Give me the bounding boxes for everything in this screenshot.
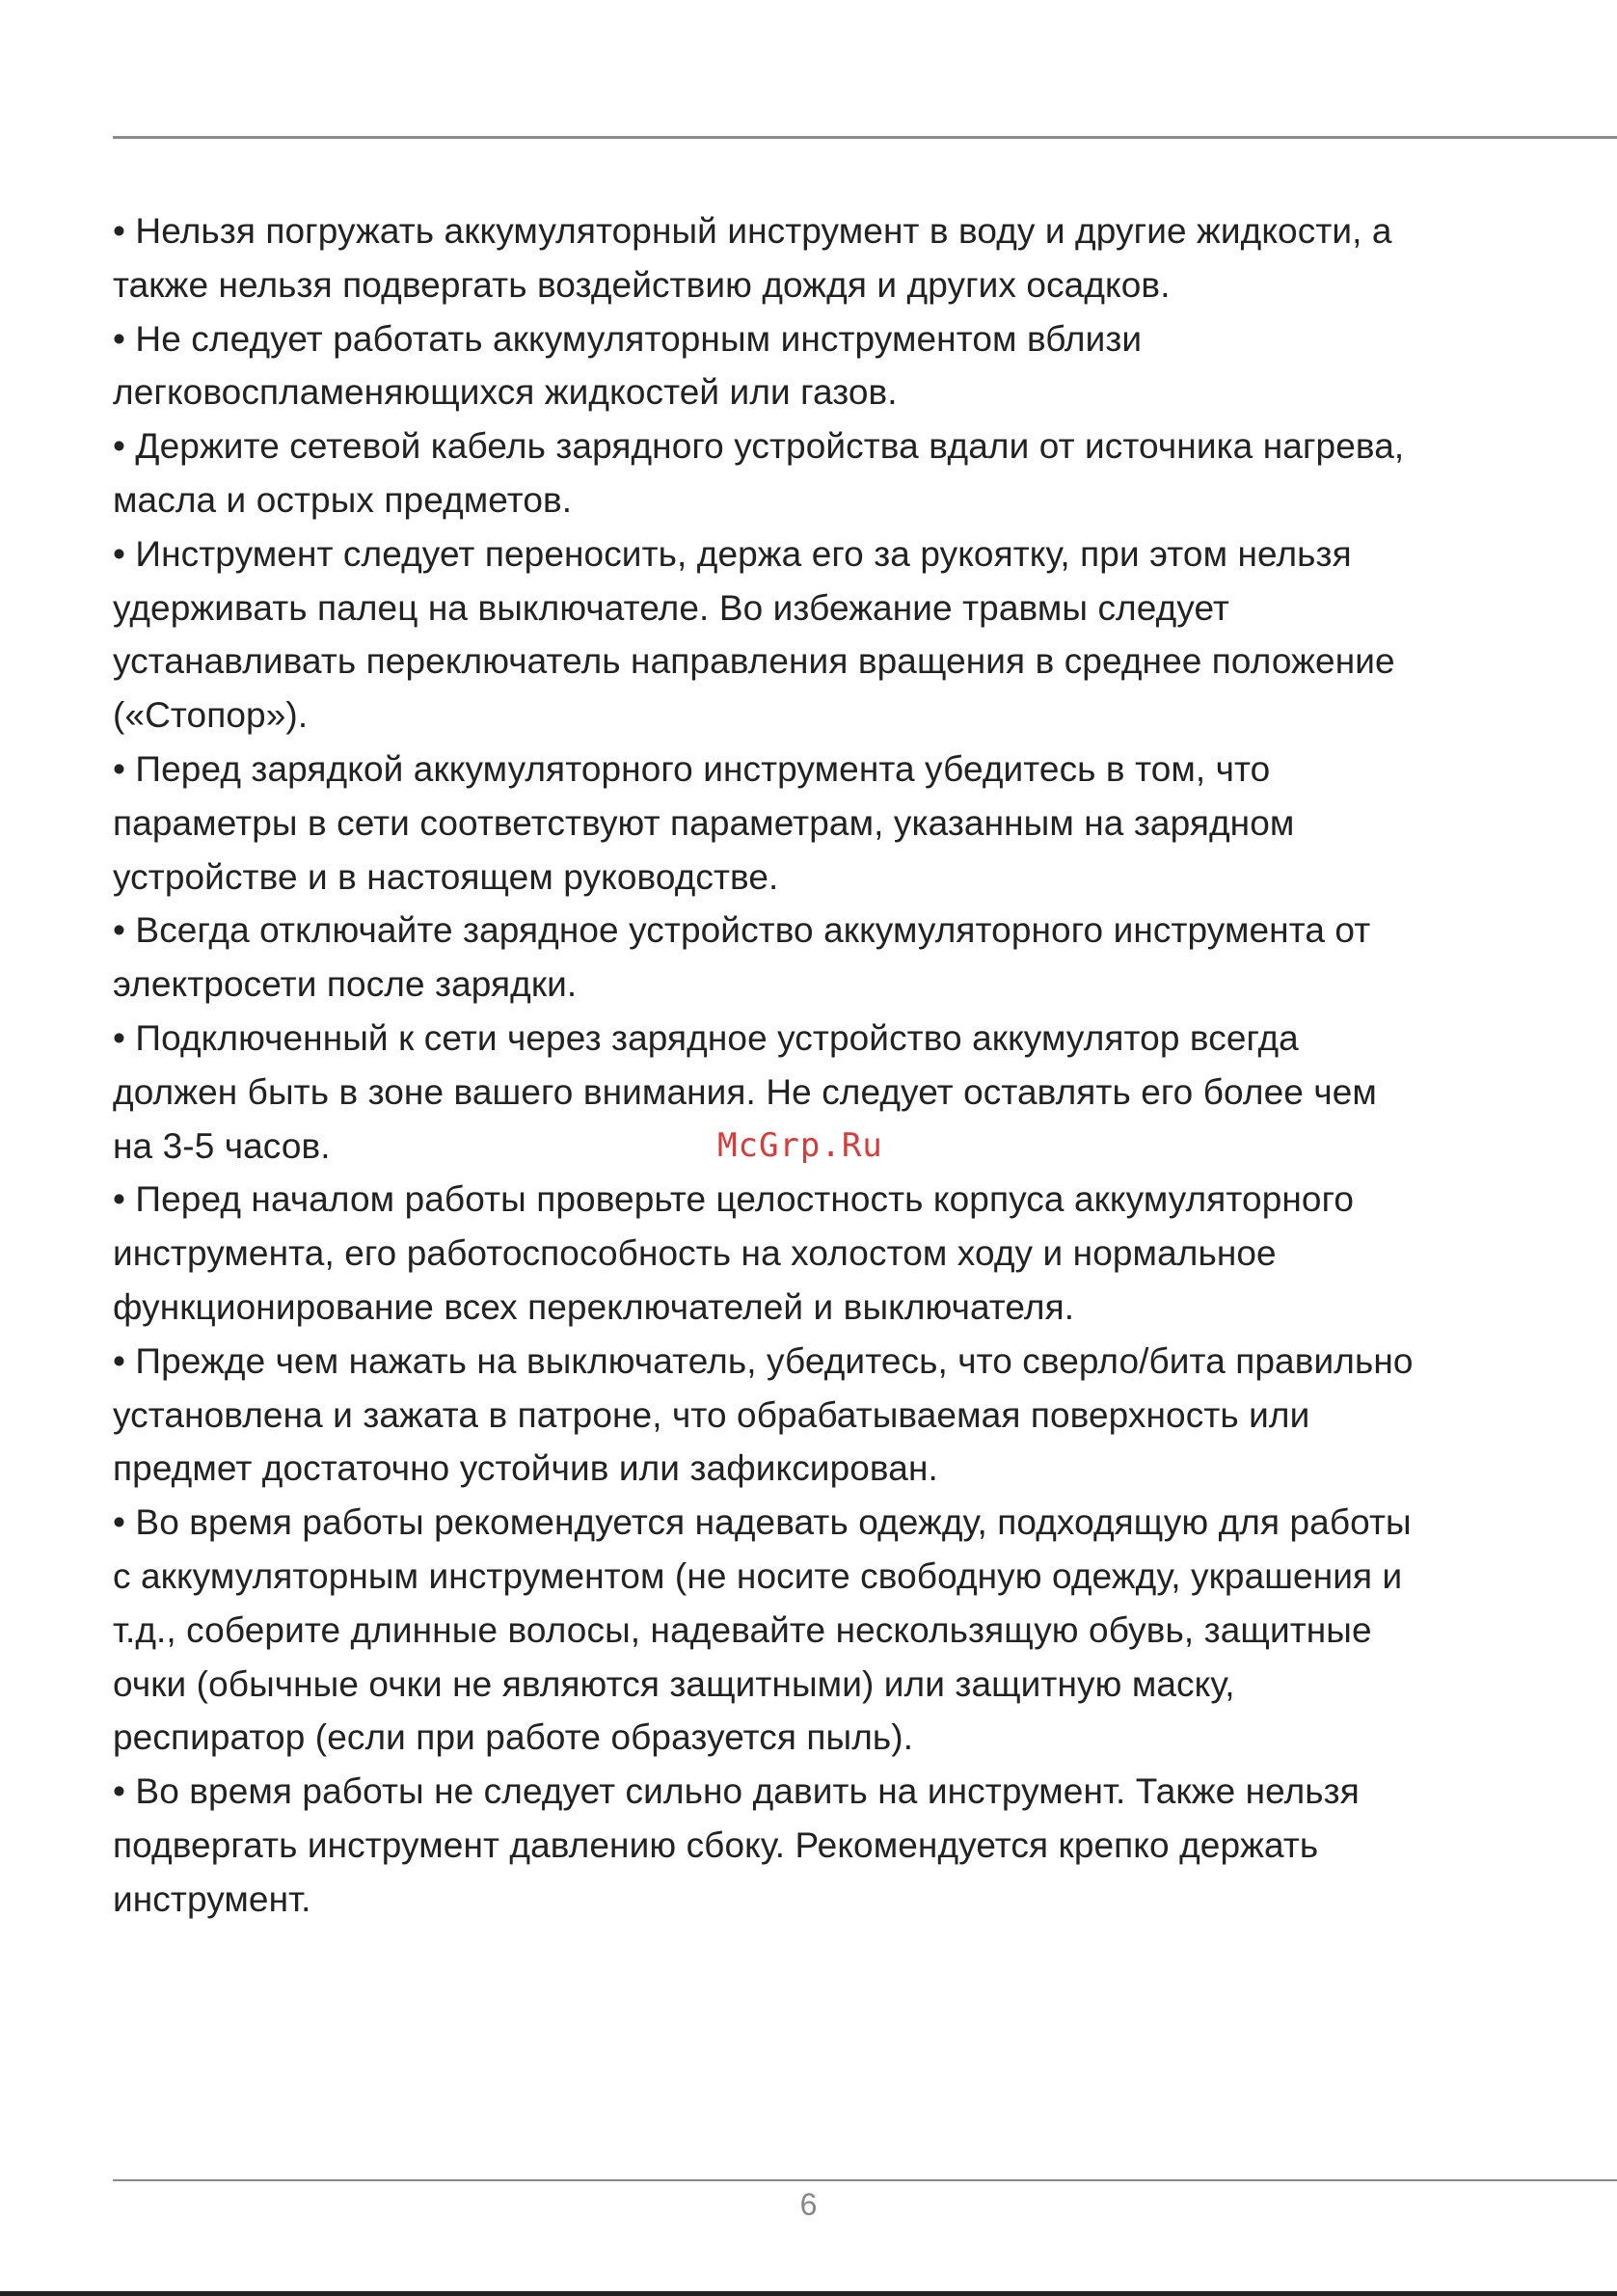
bullet-item: • Держите сетевой кабель зарядного устройства вдали от источника нагрева, масла и острых предметов.: [113, 426, 1405, 520]
bullet-item: • Во время работы не следует сильно давить на инструмент. Также нельзя подвергать инструмент давлению сбоку. Рекомендуется крепко держать инструмент.: [113, 1771, 1360, 1919]
footer-rule: [113, 2179, 1617, 2181]
header-rule: [113, 136, 1617, 139]
page-number: 6: [799, 2187, 818, 2222]
bullet-item: • Перед началом работы проверьте целостность корпуса аккумуляторного инструмента, его работоспособность на холостом ходу и нормальное функционирование всех переключателей и выключателя.: [113, 1179, 1355, 1327]
bullet-item: • Нельзя погружать аккумуляторный инструмент в воду и другие жидкости, а также нельзя подвергать воздействию дождя и других осадков.: [113, 211, 1392, 305]
bullet-item: • Всегда отключайте зарядное устройство аккумуляторного инструмента от электросети после зарядки.: [113, 910, 1371, 1005]
bullet-item: • Инструмент следует переносить, держа его за рукоятку, при этом нельзя удерживать палец на выключателе. Во избежание травмы следует устанавливать переключатель направления вращения в среднее положение («Стопор»).: [113, 533, 1395, 736]
bullet-item: • Перед зарядкой аккумуляторного инструмента убедитесь в том, что параметры в сети соответствуют параметрам, указанным на зарядном устройстве и в настоящем руководстве.: [113, 748, 1295, 897]
bullet-item: • Прежде чем нажать на выключатель, убедитесь, что сверло/бита правильно установлена и зажата в патроне, что обрабатываемая поверхность или предмет достаточно устойчив или зафиксирован.: [113, 1340, 1414, 1489]
bullet-item: • Подключенный к сети через зарядное устройство аккумулятор всегда должен быть в зоне вашего внимания. Не следует оставлять его более чем на 3-5 часов.: [113, 1017, 1377, 1166]
bullet-item: • Во время работы рекомендуется надевать одежду, подходящую для работы с аккумуляторным инструментом (не носите свободную одежду, украшения и т.д., соберите длинные волосы, надевайте нескользящую обувь, защитные очки (обычные очки не являются защитными) или защитную маску, респиратор (если при работе образуется пыль).: [113, 1502, 1412, 1758]
bullet-item: • Не следует работать аккумуляторным инструментом вблизи легковоспламеняющихся жидкостей или газов.: [113, 318, 1143, 413]
watermark: McGrp.Ru: [717, 1126, 883, 1165]
instructions-body: [113, 204, 1540, 1927]
page-bottom-edge: [0, 2291, 1617, 2296]
